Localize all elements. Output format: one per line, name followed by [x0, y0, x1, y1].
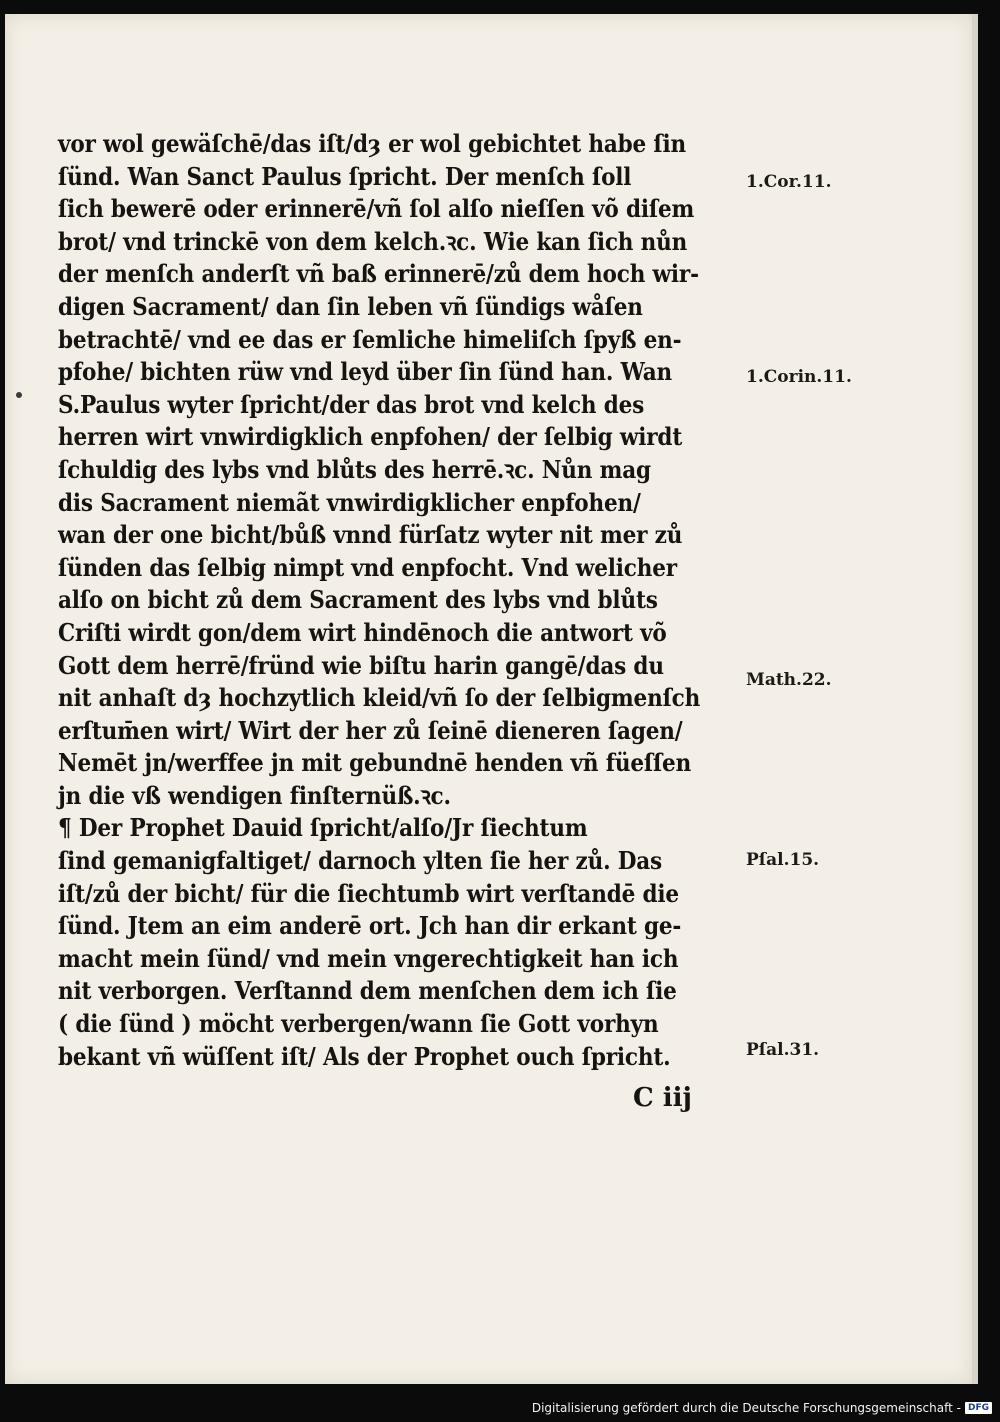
main-text-block: [58, 128, 748, 1073]
text-line: ſünd. Jtem an eim anderē ort. Jch han dir erkant ge-: [58, 911, 682, 941]
text-line: Gott dem herrē/fründ wie biſtu harin gangē/das du: [58, 650, 664, 680]
text-line: betrachtē/ vnd ee das er ſemliche himeliſch ſpyß en-: [58, 324, 682, 354]
text-line: S.Paulus wyter ſpricht/der das brot vnd kelch des: [58, 389, 645, 419]
text-line: ſünden das ſelbig nimpt vnd enpfocht. Vnd welicher: [58, 552, 677, 582]
text-line: alſo on bicht zů dem Sacrament des lybs vnd blůts: [58, 585, 658, 615]
text-line: macht mein ſünd/ vnd mein vngerechtigkeit han ich: [58, 943, 679, 973]
text-line: jn die vß wendigen finſternüß.ꝛc.: [58, 780, 451, 810]
text-line: brot/ vnd trinckē von dem kelch.ꝛc. Wie kan ſich nůn: [58, 226, 688, 256]
text-line: vor wol gewäſchē/das iſt/dȝ er wol gebichtet habe ſin: [58, 129, 687, 158]
text-line: der menſch anderſt vñ baß erinnerē/zů dem hoch wir-: [58, 259, 699, 289]
margin-note-corin: 1.Corin.11.: [746, 367, 852, 387]
page-edge: [972, 14, 978, 1384]
margin-note-psal-31: Pſal.31.: [746, 1040, 820, 1060]
margin-note-cor: 1.Cor.11.: [746, 172, 832, 192]
signature-mark: C iij: [633, 1083, 692, 1113]
text-line: digen Sacrament/ dan ſin leben vñ ſündigs wåſen: [58, 291, 643, 321]
text-line: ſich bewerē oder erinnerē/vñ ſol alſo nieſſen võ diſem: [58, 194, 695, 224]
text-line: Criſti wirdt gon/dem wirt hindēnoch die antwort võ: [58, 617, 667, 647]
text-line: nit verborgen. Verſtannd dem menſchen dem ich ſie: [58, 976, 677, 1006]
text-line: wan der one bicht/bůß vnnd fürſatz wyter nit mer zů: [58, 520, 683, 550]
footer-credit: [532, 1398, 992, 1418]
margin-note-psal-15: Pſal.15.: [746, 850, 820, 870]
footer-text: Digitalisierung gefördert durch die Deutsche Forschungsgemeinschaft -: [531, 1401, 961, 1415]
text-line: ( die ſünd ) möcht verbergen/wann ſie Gott vorhyn: [58, 1009, 659, 1039]
text-line: iſt/zů der bicht/ für die ſiechtumb wirt verſtandē die: [58, 878, 679, 908]
text-line: herren wirt vnwirdigklich enpfohen/ der ſelbig wirdt: [58, 422, 683, 452]
page-spot: [16, 392, 22, 398]
text-line: ſchuldig des lybs vnd blůts des herrē.ꝛc. Nůn mag: [58, 454, 651, 484]
text-line: ſind gemanigfaltiget/ darnoch ylten ſie her zů. Das: [58, 846, 663, 876]
dfg-logo-icon: DFG: [965, 1402, 992, 1414]
text-line: ¶ Der Prophet Dauid ſpricht/alſo/Jr ſiechtum: [58, 813, 588, 843]
text-line: nit anhaſt dȝ hochzytlich kleid/vñ ſo der ſelbigmenſch: [58, 683, 701, 713]
text-line: ſünd. Wan Sanct Paulus ſpricht. Der menſch ſoll: [58, 161, 632, 191]
text-line: Nemēt jn/werffee jn mit gebundnē henden vñ füeſſen: [58, 748, 692, 778]
text-line: erſtum̄en wirt/ Wirt der her zů ſeinē dieneren ſagen/: [58, 715, 683, 745]
margin-note-math: Math.22.: [746, 670, 832, 690]
text-line: bekant vñ wüſſent iſt/ Als der Prophet ouch ſpricht.: [58, 1041, 671, 1071]
text-line: dis Sacrament niemãt vnwirdigklicher enpfohen/: [58, 487, 641, 517]
text-line: pfohe/ bichten rüw vnd leyd über ſin ſünd han. Wan: [58, 357, 673, 387]
